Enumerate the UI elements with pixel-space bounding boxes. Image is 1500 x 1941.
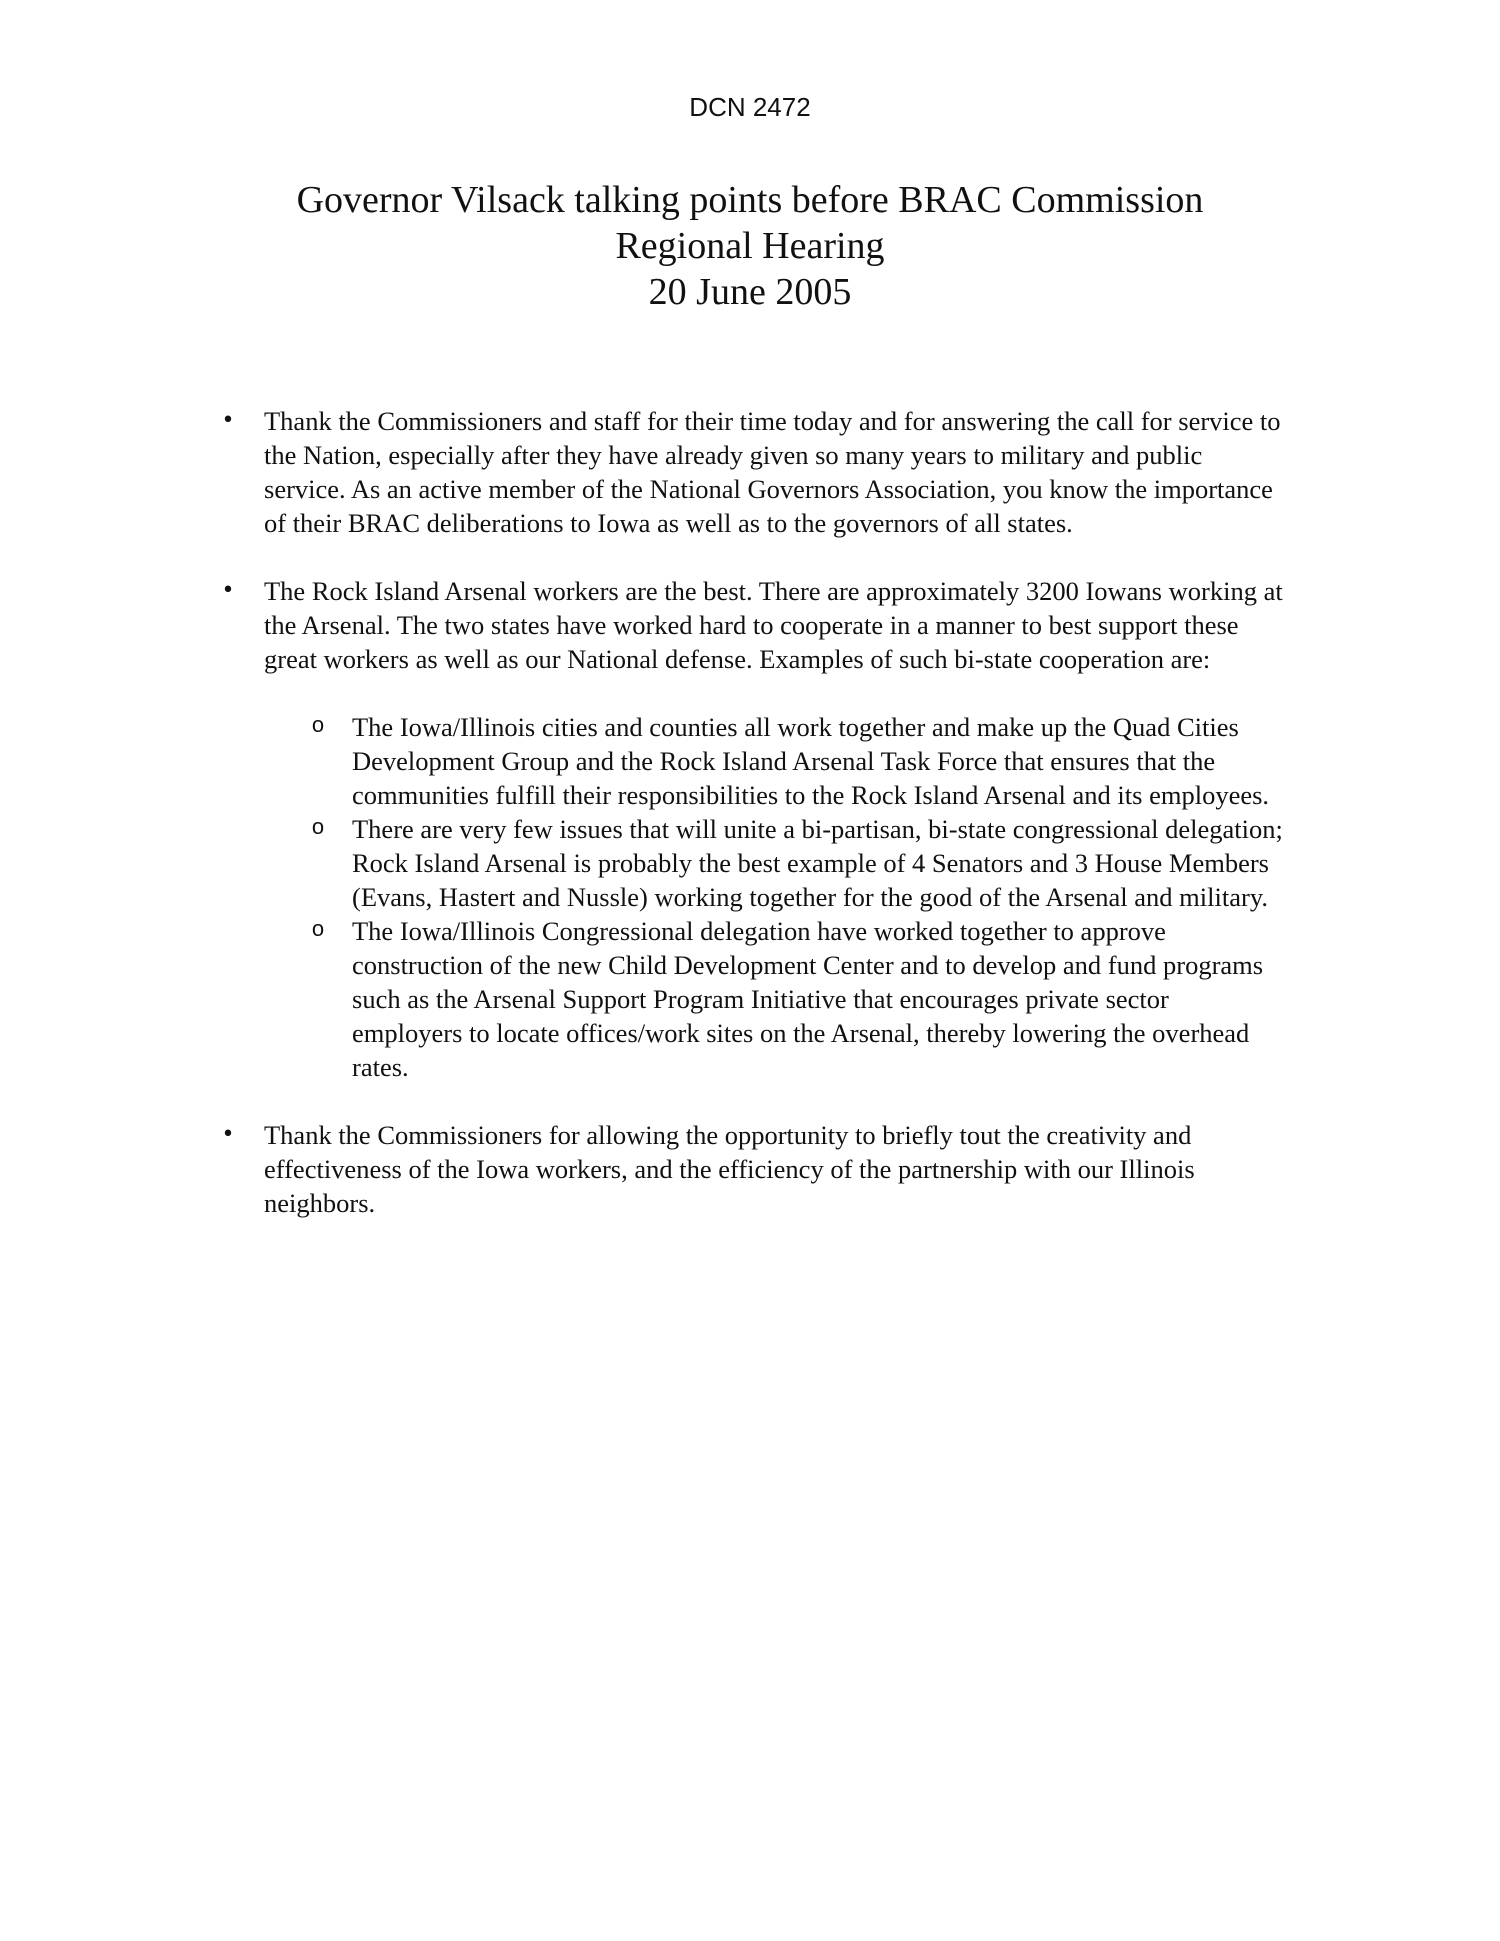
- document-control-number: DCN 2472: [689, 92, 811, 122]
- bullet-text: Thank the Commissioners for allowing the opportunity to briefly tout the creativity and effectiveness of the Iowa workers, and the efficiency of the partnership with our Illinois neighbors.: [264, 1120, 1195, 1218]
- bullet-text: Thank the Commissioners and staff for their time today and for answering the call for service to the Nation, especially after they have already given so many years to military and public service. As an active member of the National Governors Association, you know the importance of their BRAC deliberations to Iowa as well as to the governors of all states.: [264, 406, 1281, 538]
- sub-point-text: The Iowa/Illinois Congressional delegation have worked together to approve construction of the new Child Development Center and to develop and fund programs such as the Arsenal Support Program Initiative that encourages private sector employers to locate offices/work sites on the Arsenal, thereby lowering the overhead rates.: [352, 916, 1264, 1082]
- bullet-icon: •: [221, 408, 235, 433]
- bullet-point-1: [221, 404, 1284, 540]
- sub-bullet-icon: o: [311, 814, 325, 839]
- bullet-text: The Rock Island Arsenal workers are the best. There are approximately 3200 Iowans working at the Arsenal. The two states have worked hard to cooperate in a manner to best support these great workers as well as our National defense. Examples of such bi-state cooperation are:: [264, 576, 1283, 674]
- bullet-icon: •: [221, 1122, 235, 1147]
- sub-point-2: [311, 812, 1284, 914]
- sub-point-text: The Iowa/Illinois cities and counties all work together and make up the Quad Cities Development Group and the Rock Island Arsenal Task Force that ensures that the communities fulfill their responsibilities to the Rock Island Arsenal and its employees.: [352, 712, 1270, 810]
- sub-point-text: There are very few issues that will unite a bi-partisan, bi-state congressional delegation; Rock Island Arsenal is probably the best example of 4 Senators and 3 House Members (Evans, Hastert and Nussle) working together for the good of the Arsenal and military.: [352, 814, 1283, 912]
- talking-points: [221, 404, 1284, 1254]
- bullet-icon: •: [221, 578, 235, 603]
- sub-bullet-icon: o: [311, 916, 325, 941]
- bullet-point-3: [221, 1118, 1284, 1220]
- bullet-list: [221, 404, 1284, 1220]
- sub-bullet-icon: o: [311, 712, 325, 737]
- sub-bullet-list: [311, 710, 1284, 1084]
- sub-point-1: [311, 710, 1284, 812]
- sub-point-3: [311, 914, 1284, 1084]
- document-title: [0, 177, 1500, 315]
- title-line-2: Regional Hearing: [615, 225, 885, 267]
- title-line-1: Governor Vilsack talking points before BRAC Commission: [296, 179, 1204, 221]
- bullet-point-2: [221, 574, 1284, 1084]
- title-line-3: 20 June 2005: [648, 271, 852, 313]
